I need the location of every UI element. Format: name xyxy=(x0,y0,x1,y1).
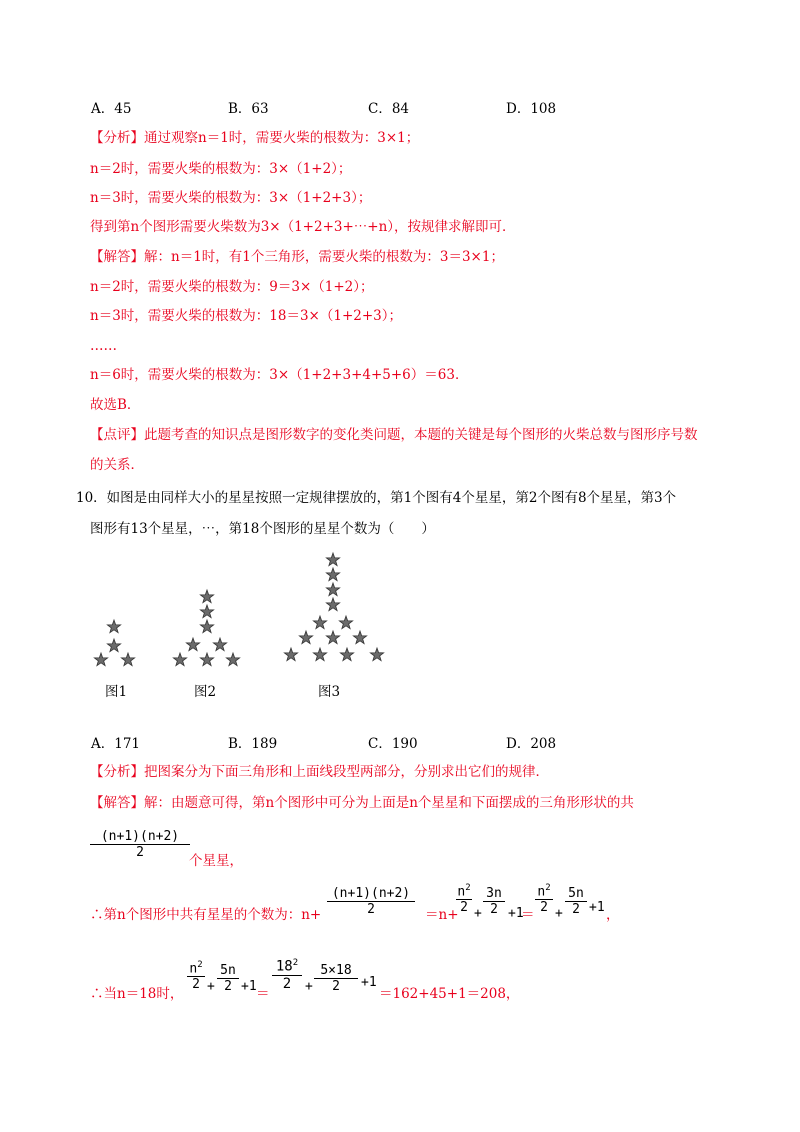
figure-caption: 图2 xyxy=(194,684,217,700)
star-icon xyxy=(340,648,353,661)
solution-line: 故选B． xyxy=(90,397,141,413)
equals: ＝ xyxy=(521,907,535,923)
solution-line: 【解答】解：由题意可得，第n个图形中可分为上面是n个星星和下面摆成的三角形形状的共 xyxy=(90,795,634,811)
star-icon xyxy=(107,620,120,633)
equals: ＝ xyxy=(256,986,270,1002)
option-a: A．45 xyxy=(91,101,132,117)
solution-line: ∴第n个图形中共有星星的个数为：n+ xyxy=(90,907,322,923)
star-icon xyxy=(213,638,226,651)
star-icon xyxy=(200,590,213,603)
star-icon xyxy=(339,616,352,629)
option-c: C．84 xyxy=(368,101,410,117)
star-icon xyxy=(326,631,339,644)
solution-line: n＝2时，需要火柴的根数为：9＝3×（1+2）； xyxy=(90,279,374,295)
fraction: 5×18 2 xyxy=(314,963,358,994)
plus-one: +1 xyxy=(361,975,377,990)
analysis-line: 得到第n个图形需要火柴数为3×（1+2+3+⋯+n），按规律求解即可． xyxy=(90,219,516,235)
option-d: D．108 xyxy=(506,101,557,117)
fraction: (n+1)(n+2) 2 xyxy=(327,886,415,917)
fraction: $n^2$ 2 xyxy=(187,960,205,992)
star-icon xyxy=(353,631,366,644)
star-icon xyxy=(200,620,213,633)
solution-line: …… xyxy=(90,338,117,354)
analysis-line: n＝3时，需要火柴的根数为：3×（1+2+3）； xyxy=(90,190,372,206)
plus-sign: + xyxy=(207,979,215,994)
plus-one: +1 xyxy=(241,979,257,994)
figure-1 xyxy=(94,620,134,666)
star-icon xyxy=(284,648,297,661)
comma: ， xyxy=(606,907,620,923)
comment-line: 【点评】此题考查的知识点是图形数字的变化类问题，本题的关键是每个图形的火柴总数与图形序号数 xyxy=(90,427,698,443)
star-icon xyxy=(313,616,326,629)
star-icon xyxy=(326,553,339,566)
text: 个星星， xyxy=(189,853,243,869)
solution-line: n＝3时，需要火柴的根数为：18＝3×（1+2+3）； xyxy=(90,308,403,324)
fraction: $n^2$ 2 xyxy=(535,883,553,915)
fraction: 3n 2 xyxy=(483,886,505,917)
figure-caption: 图1 xyxy=(105,684,128,700)
figure-3 xyxy=(284,553,383,661)
plus-sign: + xyxy=(474,906,482,921)
comment-line: 的关系． xyxy=(90,457,144,473)
option-a: A．171 xyxy=(91,736,141,752)
star-icon xyxy=(121,653,134,666)
figure-2 xyxy=(173,590,239,666)
figure-caption: 图3 xyxy=(318,684,341,700)
fraction: 5n 2 xyxy=(565,886,587,917)
option-d: D．208 xyxy=(506,736,557,752)
plus-one: +1 xyxy=(589,900,605,915)
option-b: B．189 xyxy=(228,736,278,752)
plus-one: +1 xyxy=(508,906,524,921)
star-icon xyxy=(226,653,239,666)
star-icon xyxy=(200,653,213,666)
fraction-numerator: (n+1)(n+2) xyxy=(100,829,180,844)
star-icon xyxy=(173,653,186,666)
plus-sign: + xyxy=(305,979,313,994)
question-stem: 10．如图是由同样大小的星星按照一定规律摆放的，第1个图有4个星星，第2个图有8个星星，第3个 xyxy=(76,490,677,506)
solution-line: 【解答】解：n＝1时，有1个三角形，需要火柴的根数为：3＝3×1； xyxy=(90,249,504,265)
fraction: $n^2$ 2 xyxy=(457,883,471,916)
star-icon xyxy=(326,568,339,581)
option-c: C．190 xyxy=(368,736,418,752)
star-icon xyxy=(94,653,107,666)
star-icon xyxy=(326,598,339,611)
option-b: B．63 xyxy=(228,101,269,117)
result: ＝162+45+1＝208， xyxy=(379,986,520,1002)
plus-sign: + xyxy=(555,906,563,921)
text: ＝n+ xyxy=(425,907,459,923)
fraction-denominator: 2 xyxy=(136,845,144,860)
star-icon xyxy=(107,639,120,652)
fraction: $18^2$ 2 xyxy=(272,958,302,992)
solution-line: n＝6时，需要火柴的根数为：3×（1+2+3+4+5+6）＝63． xyxy=(90,367,469,383)
fraction xyxy=(90,829,190,860)
analysis-line: n＝2时，需要火柴的根数为：3×（1+2）； xyxy=(90,161,352,177)
star-icon xyxy=(326,583,339,596)
question-stem: 图形有13个星星，⋯，第18个图形的星星个数为（ ） xyxy=(90,521,435,537)
analysis-line: 【分析】把图案分为下面三角形和上面线段型两部分，分别求出它们的规律． xyxy=(90,764,549,780)
star-icon xyxy=(200,605,213,618)
star-icon xyxy=(370,648,383,661)
fraction: 5n 2 xyxy=(217,963,239,994)
star-icon xyxy=(313,648,326,661)
analysis-line: 【分析】通过观察n＝1时，需要火柴的根数为：3×1； xyxy=(90,130,420,146)
star-icon xyxy=(186,638,199,651)
star-icon xyxy=(299,631,312,644)
solution-line: ∴当n＝18时， xyxy=(90,986,184,1002)
